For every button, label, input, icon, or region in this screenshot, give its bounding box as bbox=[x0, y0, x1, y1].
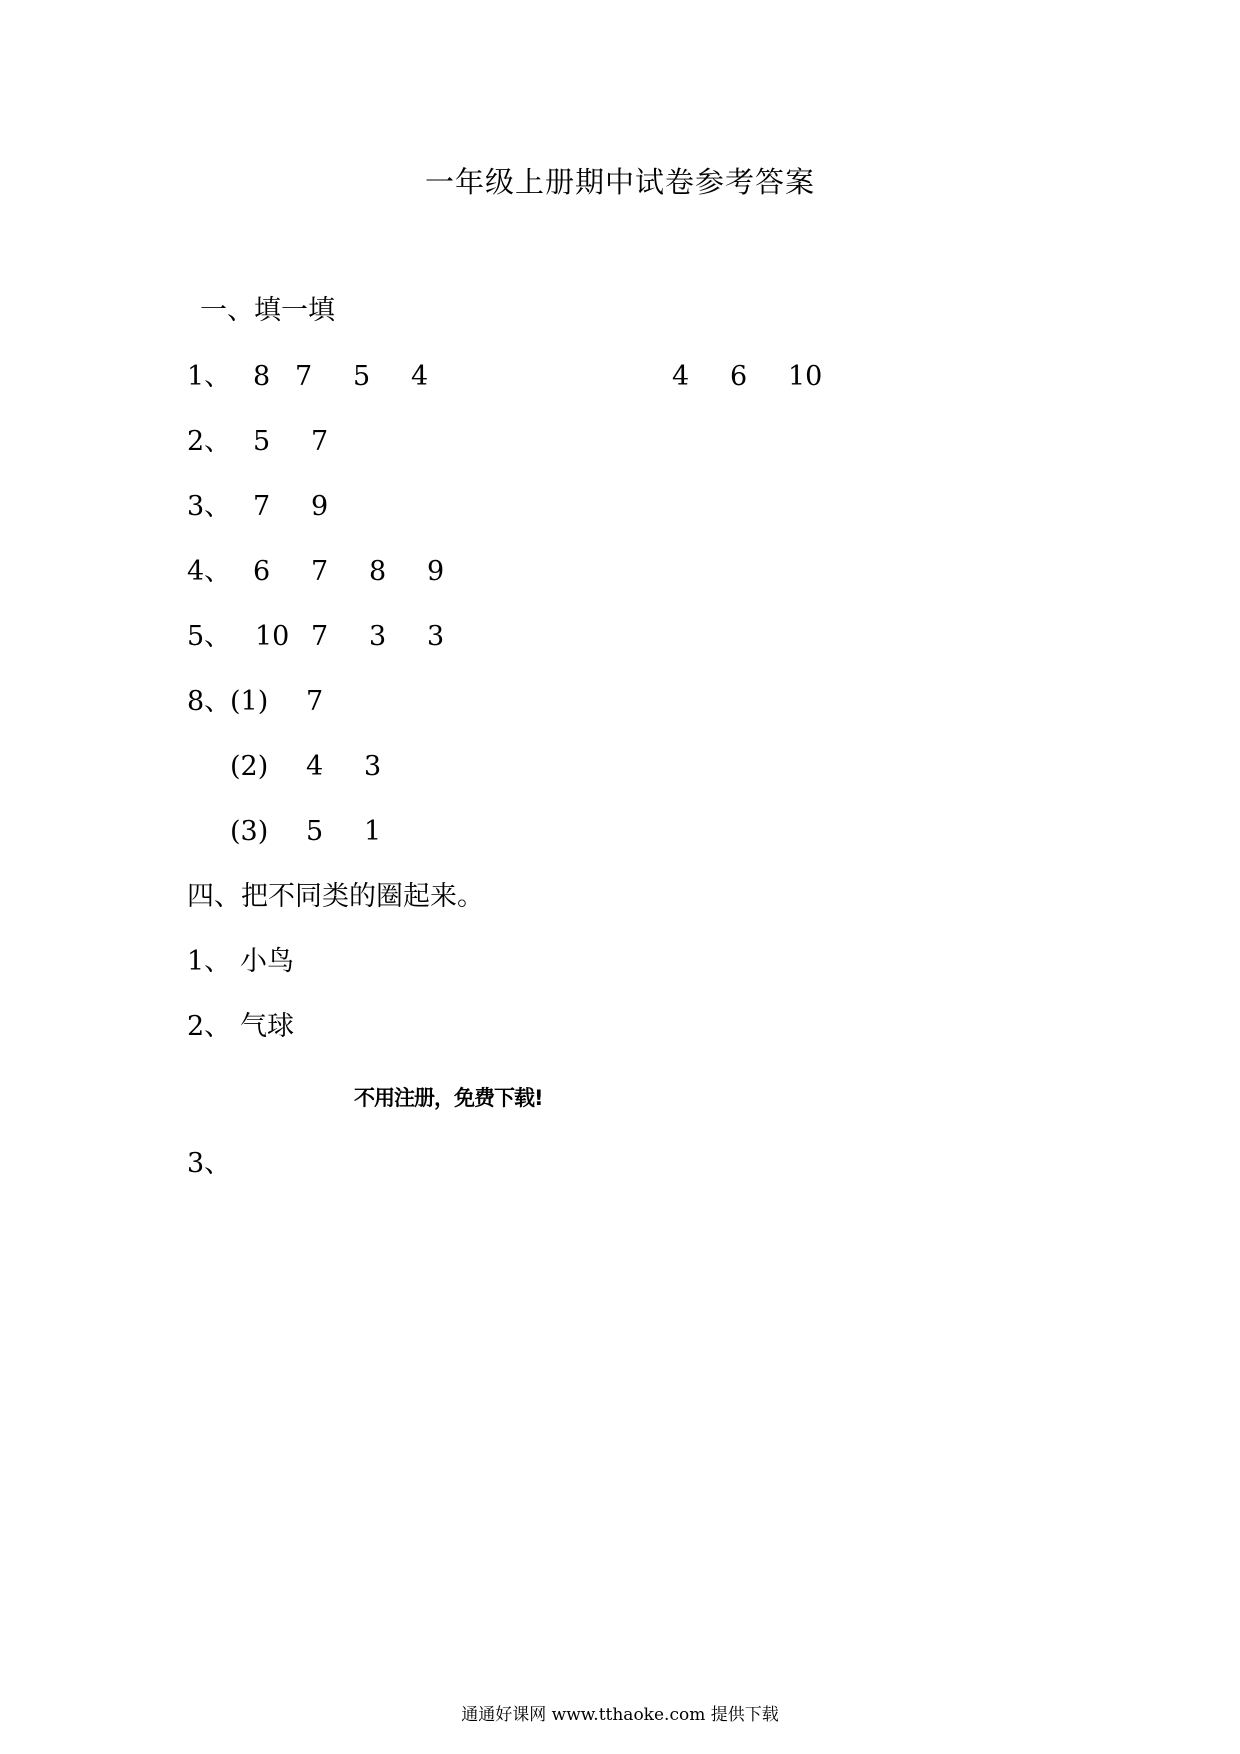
q1-answer-2: 7 bbox=[295, 361, 313, 392]
q4-answer-2: 7 bbox=[311, 556, 329, 587]
q3-answer-2: 9 bbox=[311, 491, 329, 522]
q5-answer-2: 7 bbox=[311, 621, 329, 652]
page-title: 一年级上册期中试卷参考答案 bbox=[424, 165, 815, 199]
q5-answer-4: 3 bbox=[427, 621, 445, 652]
q4-answer-1: 6 bbox=[253, 556, 271, 587]
s4-item1-answer: 小鸟 bbox=[240, 946, 294, 977]
s4-item1-label: 1、 bbox=[187, 946, 232, 977]
q8-label: 8、 bbox=[187, 686, 232, 717]
q8-part2-answer-2: 3 bbox=[364, 751, 382, 782]
q1-answer-7: 10 bbox=[788, 361, 823, 392]
q2-answer-1: 5 bbox=[253, 426, 271, 457]
q5-answer-3: 3 bbox=[369, 621, 387, 652]
footer-credit: 通通好课网 www.tthaoke.com 提供下载 bbox=[461, 1705, 779, 1725]
q3-answer-1: 7 bbox=[253, 491, 271, 522]
download-notice: 不用注册，免费下载! bbox=[354, 1086, 543, 1110]
q3-label: 3、 bbox=[187, 491, 232, 522]
q5-label: 5、 bbox=[187, 621, 232, 652]
q1-label: 1、 bbox=[187, 361, 232, 392]
q1-answer-4: 4 bbox=[411, 361, 429, 392]
s4-item2-answer: 气球 bbox=[240, 1011, 294, 1042]
q1-answer-6: 6 bbox=[730, 361, 748, 392]
s4-item3-label: 3、 bbox=[187, 1148, 232, 1179]
q8-part2-answer-1: 4 bbox=[306, 751, 324, 782]
q8-part3-label: (3) bbox=[230, 816, 269, 847]
q8-part3-answer-1: 5 bbox=[306, 816, 324, 847]
q2-label: 2、 bbox=[187, 426, 232, 457]
q8-part2-label: (2) bbox=[230, 751, 269, 782]
q4-label: 4、 bbox=[187, 556, 232, 587]
s4-item2-label: 2、 bbox=[187, 1011, 232, 1042]
q1-answer-5: 4 bbox=[672, 361, 690, 392]
q4-answer-4: 9 bbox=[427, 556, 445, 587]
q8-part1-answer-1: 7 bbox=[306, 686, 324, 717]
q1-answer-3: 5 bbox=[353, 361, 371, 392]
q4-answer-3: 8 bbox=[369, 556, 387, 587]
section4-heading: 四、把不同类的圈起来。 bbox=[187, 881, 484, 912]
q8-part1-label: (1) bbox=[230, 686, 269, 717]
q1-answer-1: 8 bbox=[253, 361, 271, 392]
section1-heading: 一、填一填 bbox=[200, 295, 335, 326]
q2-answer-2: 7 bbox=[311, 426, 329, 457]
q5-answer-1: 10 bbox=[255, 621, 290, 652]
q8-part3-answer-2: 1 bbox=[364, 816, 382, 847]
